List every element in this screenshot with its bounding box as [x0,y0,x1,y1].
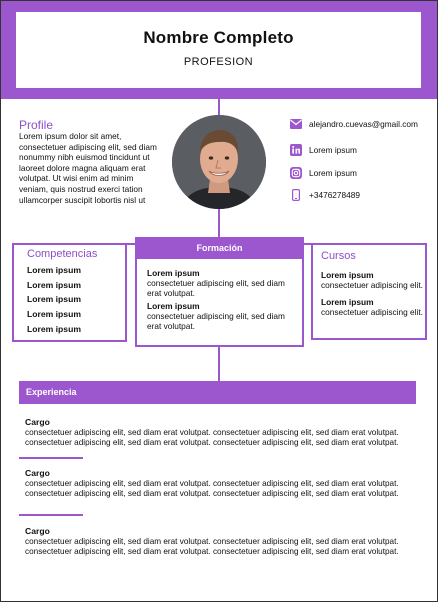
connector-top [218,97,220,115]
connector-formacion-experiencia [218,347,220,381]
curso-entry [321,270,425,290]
experiencia-cargo: Cargo [25,526,50,536]
profile-photo [172,115,266,209]
curso-entry-title: Lorem ipsum [321,270,374,280]
experiencia-line: consectetuer adipiscing elit, sed diam erat volutpat. consectetuer adipiscing elit, sed diam erat volutpat. [25,547,399,557]
competencias-title: Competencias [27,248,98,260]
contact-instagram[interactable] [290,166,430,180]
competencia-item: Lorem ipsum [27,279,81,290]
competencia-item: Lorem ipsum [27,294,81,305]
contact-email[interactable] [290,117,430,131]
experiencia-item [25,468,420,499]
curso-entry [321,297,425,317]
profile-line: Lorem ipsum dolor sit amet, [19,131,122,141]
formacion-entry-title: Lorem ipsum [147,268,200,278]
formacion-entry [147,268,292,298]
experiencia-separator [19,514,83,516]
experiencia-cargo: Cargo [25,417,50,427]
experiencia-title: Experiencia [19,381,416,404]
full-name: Nombre Completo [143,28,294,47]
linkedin-icon [290,144,302,156]
competencia-item: Lorem ipsum [27,265,81,275]
competencias-box [12,243,127,342]
contact-phone[interactable] [290,188,430,202]
experiencia-line: consectetuer adipiscing elit, sed diam erat volutpat. consectetuer adipiscing elit, sed diam erat volutpat. [25,438,399,448]
instagram-text: Lorem ipsum [309,168,357,178]
profile-line: veniam, quis nostrud exerci tation [19,183,143,194]
contact-linkedin[interactable] [290,143,430,157]
profile-title: Profile [19,118,54,132]
formacion-entry-title: Lorem ipsum [147,301,200,311]
curso-entry-line: consectetuer adipiscing elit. [321,280,423,290]
experiencia-cargo: Cargo [25,468,50,478]
experiencia-line: consectetuer adipiscing elit, sed diam erat volutpat. consectetuer adipiscing elit, sed diam erat volutpat. [25,537,399,546]
instagram-icon [290,167,302,179]
competencia-item: Lorem ipsum [27,323,81,334]
profile-line: volutpat. Ut wisi enim ad minim [19,173,134,184]
profile-line: nonummy nibh euismod tincidunt ut [19,152,150,163]
phone-text: +3476278489 [309,190,360,200]
experiencia-line: consectetuer adipiscing elit, sed diam erat volutpat. consectetuer adipiscing elit, sed diam erat volutpat. [25,428,399,437]
profile-line: consectetuer adipiscing elit, sed diam [19,141,157,152]
connector-photo-formacion [218,209,220,237]
experiencia-separator [19,457,83,459]
formacion-entry-line: consectetuer adipiscing elit, sed diam [147,278,285,288]
profile-line: laoreet dolore magna aliquam erat [19,162,146,173]
formacion-title: Formación [135,237,304,259]
experiencia-item [25,526,420,557]
formacion-entry-line: consectetuer adipiscing elit, sed diam [147,311,285,321]
competencia-item: Lorem ipsum [27,309,81,320]
name-card [16,12,421,88]
experiencia-line: consectetuer adipiscing elit, sed diam erat volutpat. consectetuer adipiscing elit, sed diam erat volutpat. [25,489,399,499]
profile-text [19,131,167,205]
profession: PROFESION [183,56,254,68]
linkedin-text: Lorem ipsum [309,145,357,155]
curso-entry-title: Lorem ipsum [321,297,374,307]
profile-line: ullamcorper suscipit lobortis nisl ut [19,194,146,205]
phone-icon [290,189,302,201]
cursos-title: Cursos [321,250,356,262]
email-text: alejandro.cuevas@gmail.com [309,119,418,129]
portrait-illustration [172,115,266,209]
experiencia-line: consectetuer adipiscing elit, sed diam erat volutpat. consectetuer adipiscing elit, sed diam erat volutpat. [25,479,399,488]
formacion-entry-line: erat volutpat. [147,288,195,298]
email-icon [290,118,302,130]
curso-entry-line: consectetuer adipiscing elit. [321,307,423,317]
formacion-box [135,259,304,347]
formacion-entry [147,301,292,331]
formacion-entry-line: erat volutpat. [147,321,195,331]
cursos-box [311,243,427,340]
experiencia-item [25,417,420,448]
